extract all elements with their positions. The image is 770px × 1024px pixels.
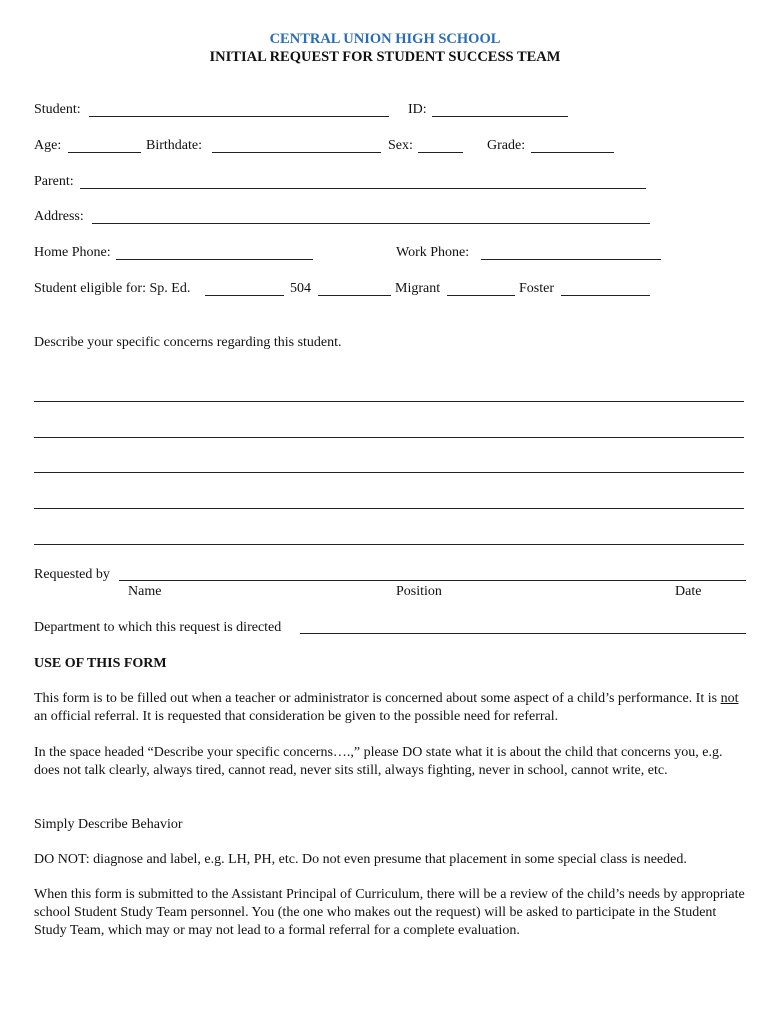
concerns-line[interactable]	[34, 544, 744, 545]
concerns-prompt: Describe your specific concerns regarding this student.	[34, 335, 342, 350]
option-504-field[interactable]	[318, 295, 391, 296]
grade-label: Grade:	[487, 138, 526, 153]
form-title: INITIAL REQUEST FOR STUDENT SUCCESS TEAM	[209, 49, 561, 65]
requested-by-field[interactable]	[119, 580, 746, 581]
department-label: Department to which this request is directed	[34, 620, 282, 635]
sex-field[interactable]	[418, 152, 463, 153]
address-label: Address:	[34, 209, 84, 224]
sex-label: Sex:	[388, 138, 413, 153]
grade-field[interactable]	[531, 152, 614, 153]
work-phone-label: Work Phone:	[396, 245, 470, 260]
id-field[interactable]	[432, 116, 568, 117]
school-name: CENTRAL UNION HIGH SCHOOL	[269, 31, 501, 47]
date-caption: Date	[675, 584, 702, 599]
concerns-line[interactable]	[34, 401, 744, 402]
requested-by-label: Requested by	[34, 567, 110, 582]
concerns-line[interactable]	[34, 472, 744, 473]
parent-field[interactable]	[80, 188, 646, 189]
student-label: Student:	[34, 102, 81, 117]
migrant-label: Migrant	[395, 281, 441, 296]
use-of-form-heading: USE OF THIS FORM	[34, 656, 167, 671]
student-field[interactable]	[89, 116, 389, 117]
not-emphasis: not	[720, 691, 739, 706]
birthdate-label: Birthdate:	[146, 138, 202, 153]
option-504-label: 504	[290, 281, 311, 296]
parent-label: Parent:	[34, 174, 74, 189]
concerns-line[interactable]	[34, 437, 744, 438]
name-caption: Name	[128, 584, 162, 599]
address-field[interactable]	[92, 223, 650, 224]
department-field[interactable]	[300, 633, 746, 634]
position-caption: Position	[396, 584, 442, 599]
sped-field[interactable]	[205, 295, 284, 296]
foster-field[interactable]	[561, 295, 650, 296]
home-phone-label: Home Phone:	[34, 245, 111, 260]
birthdate-field[interactable]	[212, 152, 381, 153]
eligible-label: Student eligible for: Sp. Ed.	[34, 281, 191, 296]
age-label: Age:	[34, 138, 62, 153]
instructions-paragraph-3: Simply Describe Behavior	[34, 817, 183, 832]
id-label: ID:	[408, 102, 427, 117]
migrant-field[interactable]	[447, 295, 515, 296]
age-field[interactable]	[68, 152, 141, 153]
instructions-paragraph-4: DO NOT: diagnose and label, e.g. LH, PH, etc. Do not even presume that placement in some special class is needed.	[34, 852, 687, 867]
work-phone-field[interactable]	[481, 259, 661, 260]
instructions-paragraph-5: When this form is submitted to the Assistant Principal of Curriculum, there will be a review of the child’s needs by appropriate school Student Study Team personnel. You (the one who makes out the request) will be asked to participate in the Student Study Team, which may or may not lead to a formal referral for a complete evaluation.	[34, 887, 745, 938]
foster-label: Foster	[519, 281, 554, 296]
home-phone-field[interactable]	[116, 259, 313, 260]
instructions-paragraph-2: In the space headed “Describe your specific concerns….,” please DO state what it is about the child that concerns you, e.g. does not talk clearly, always tired, cannot read, never sits still, always fighting, never in school, cannot write, etc.	[34, 745, 723, 778]
concerns-line[interactable]	[34, 508, 744, 509]
instructions-paragraph-1: This form is to be filled out when a teacher or administrator is concerned about some aspect of a child’s performance. It is not an official referral. It is requested that consideration be given to the possible need for referral.	[34, 691, 739, 724]
